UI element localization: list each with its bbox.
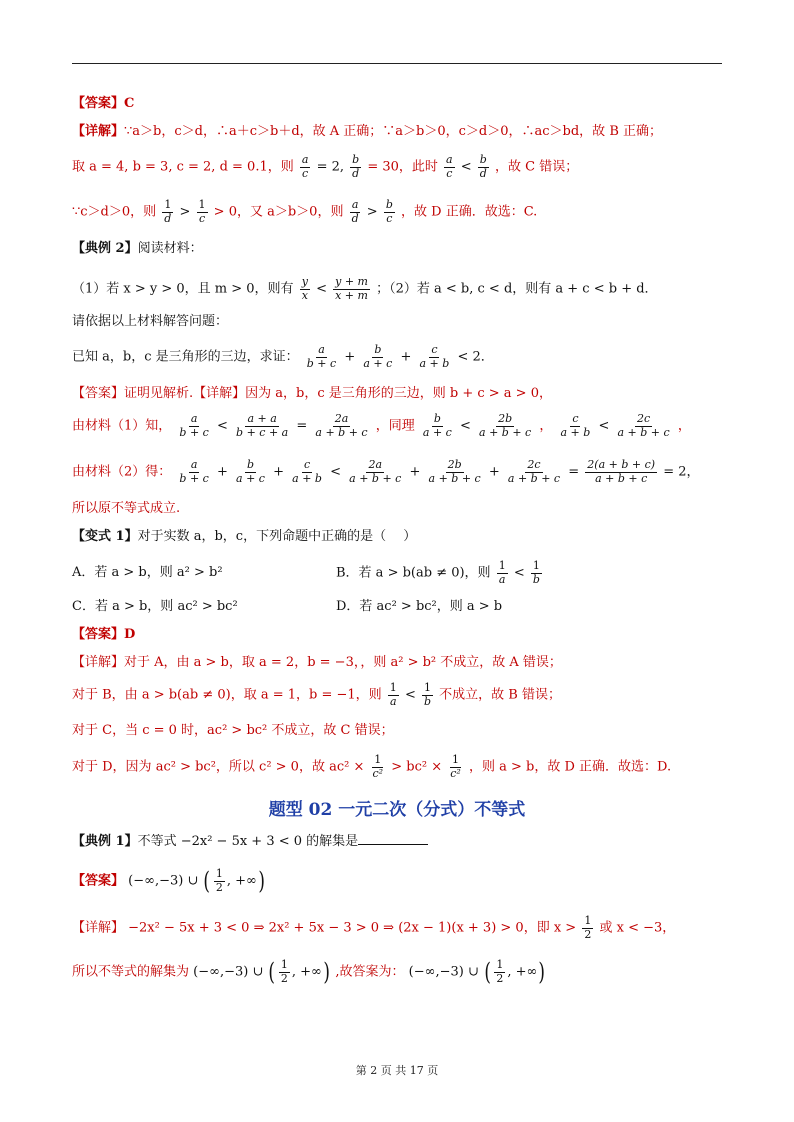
num: y + m — [335, 275, 368, 288]
example-label: 【典例 1】 — [72, 834, 138, 849]
detail-d-line — [72, 754, 671, 780]
fraction — [506, 459, 562, 485]
den: a + b + c — [507, 471, 561, 485]
num: 1 — [532, 559, 540, 572]
num: 1 — [215, 867, 223, 880]
fraction — [421, 413, 454, 439]
op: + — [273, 464, 285, 480]
fraction — [444, 154, 455, 180]
text: = 2， — [663, 464, 700, 480]
fraction — [350, 154, 361, 180]
option-b — [336, 560, 544, 586]
fraction — [497, 560, 508, 586]
text: 或 x < −3， — [599, 920, 676, 936]
num: 1 — [498, 559, 506, 572]
prove-line — [72, 344, 494, 370]
interval: (−∞,−3) ∪ — [193, 964, 268, 980]
text: 取 a = 4, b = 3, c = 2, d = 0.1，则 — [72, 159, 294, 175]
example-2-heading — [72, 242, 203, 255]
num: a — [318, 343, 325, 356]
detail-a-line: 【详解】对于 A，由 a > b，取 a = 2，b = −3，，则 a² > b² 不成立，故 A 错误； — [72, 655, 562, 670]
interval: (−∞,−3) ∪ — [408, 964, 483, 980]
fraction — [197, 199, 208, 225]
fraction — [214, 868, 225, 894]
text: 不等式 −2x² − 5x + 3 < 0 的解集是 — [137, 834, 359, 849]
num: b — [433, 412, 441, 425]
den: d — [164, 211, 172, 225]
text: 阅读材料： — [137, 241, 203, 256]
detail-text: ∵a＞b，c＞d，∴a＋c＞b＋d，故 A 正确；∵a＞b＞0，c＞d＞0，∴ac＞bd，故 B 正确； — [124, 124, 662, 139]
fraction — [162, 199, 173, 225]
answer-line-3 — [72, 868, 266, 894]
answer-blank — [358, 834, 428, 845]
material-1-line — [72, 413, 691, 439]
num: b — [479, 153, 487, 166]
den: a — [498, 572, 506, 586]
variant-label: 【变式 1】 — [72, 529, 138, 544]
den: b — [423, 694, 432, 708]
num: c — [572, 412, 579, 425]
detail-b-line — [72, 682, 561, 708]
op: > — [366, 204, 378, 220]
right-paren-icon: ) — [323, 958, 330, 987]
num: b — [385, 198, 393, 211]
text: （1）若 x > y > 0，且 m > 0，则有 — [72, 281, 294, 297]
den: 2 — [584, 927, 592, 941]
text: ；（2）若 a < b, c < d，则有 a + c < b + d． — [376, 281, 658, 297]
den: a + b + c — [479, 425, 532, 439]
text: 对于 D，因为 ac² > bc²，所以 c² > 0，故 ac² × — [72, 759, 365, 775]
detail-line-3 — [72, 199, 537, 225]
den: a + c — [422, 425, 452, 439]
num: 1 — [198, 198, 206, 211]
den: a + b + c — [315, 425, 368, 439]
num: a — [351, 198, 359, 211]
num: a — [446, 153, 453, 166]
answer-bracket: 【答案】 — [72, 96, 125, 111]
num: y — [301, 275, 308, 288]
left-paren-icon: ( — [484, 958, 491, 987]
den: c² — [372, 766, 384, 780]
fraction — [305, 344, 338, 370]
fraction — [494, 959, 505, 985]
text: ，故 D 正确．故选：C. — [401, 204, 538, 220]
op: < — [404, 687, 416, 703]
den: 2 — [280, 971, 288, 985]
num: b — [352, 153, 360, 166]
interval: , +∞ — [291, 964, 322, 980]
example-label: 【典例 2】 — [72, 241, 138, 256]
fraction — [418, 344, 452, 370]
section-title: 题型 02 一元二次（分式）不等式 — [268, 800, 526, 820]
den: a + b + c — [428, 471, 481, 485]
num: 2a — [334, 412, 349, 425]
op: < — [216, 418, 228, 434]
num: 1 — [389, 681, 397, 694]
fraction — [478, 154, 489, 180]
op: + — [344, 349, 356, 365]
option-d: D．若 ac² > bc²，则 a > b — [336, 599, 503, 614]
fraction — [585, 459, 657, 485]
interval: , +∞ — [226, 873, 257, 889]
detail-line-2 — [72, 154, 578, 180]
text: ， — [539, 418, 553, 434]
fraction — [350, 199, 361, 225]
den: b + c + a — [236, 425, 289, 439]
fraction — [448, 754, 463, 780]
op: + — [409, 464, 421, 480]
answer-line-1 — [72, 97, 134, 110]
den: d — [352, 166, 360, 180]
detail-c-line: 对于 C，当 c = 0 时，ac² > bc² 不成立，故 C 错误； — [72, 723, 394, 738]
den: a + c — [236, 471, 265, 485]
den: a + b + c — [349, 471, 402, 485]
text: 由材料（2）得： — [72, 464, 172, 480]
fraction — [531, 560, 542, 586]
fraction — [279, 959, 290, 985]
text: 已知 a，b，c 是三角形的三边，求证： — [72, 349, 299, 365]
text: ，同理 — [375, 418, 415, 434]
op: + — [488, 464, 500, 480]
den: a + b + c — [595, 471, 648, 485]
den: a + c — [363, 356, 393, 370]
op: < — [598, 418, 610, 434]
fraction — [313, 413, 369, 439]
op: > — [179, 204, 191, 220]
num: 1 — [424, 681, 431, 694]
answer-line-2 — [72, 628, 135, 641]
num: 1 — [496, 958, 504, 971]
den: a + b + c — [617, 425, 670, 439]
op: = — [296, 418, 308, 434]
den: a + b — [292, 471, 322, 485]
detail-label: 【详解】 — [72, 124, 125, 139]
detail-line-1 — [72, 125, 662, 138]
fraction — [427, 459, 483, 485]
num: 1 — [164, 198, 172, 211]
den: b + c — [306, 356, 337, 370]
answer-value: D — [124, 627, 136, 642]
den: b + c — [179, 471, 209, 485]
left-paren-icon: ( — [203, 867, 211, 896]
left-paren-icon: ( — [268, 958, 276, 987]
text: ， — [677, 418, 691, 434]
den: a + b — [419, 356, 450, 370]
text: > bc² × — [391, 759, 443, 775]
den: c — [386, 211, 393, 225]
fraction — [300, 276, 310, 302]
den: x + m — [335, 288, 368, 302]
fraction — [361, 344, 394, 370]
num: 1 — [280, 958, 288, 971]
text: ,故答案为： — [335, 964, 405, 980]
op: < — [330, 464, 342, 480]
fraction — [371, 754, 386, 780]
den: d — [479, 166, 487, 180]
page-footer: 第 2 页 共 17 页 — [355, 1064, 439, 1077]
num: c — [303, 458, 311, 471]
op: + — [400, 349, 412, 365]
fraction — [559, 413, 593, 439]
answer-proof-line: 【答案】证明见解析.【详解】因为 a，b，c 是三角形的三边，则 b + c > a > 0， — [72, 386, 552, 401]
text: ∵c＞d＞0，则 — [72, 204, 157, 220]
fraction — [384, 199, 395, 225]
right-paren-icon: ) — [258, 867, 265, 896]
num: 2c — [527, 458, 541, 471]
num: 1 — [374, 753, 382, 766]
detail-solution-line — [72, 915, 675, 941]
den: 2 — [215, 880, 223, 894]
text: = 2, — [316, 159, 344, 175]
fraction — [290, 459, 324, 485]
num: a + a — [247, 412, 277, 425]
header-rule — [72, 63, 722, 64]
fraction — [347, 459, 403, 485]
den: c² — [450, 766, 461, 780]
num: a — [301, 153, 309, 166]
den: d — [351, 211, 359, 225]
fraction — [234, 459, 267, 485]
den: a + b — [560, 425, 591, 439]
fraction — [333, 276, 370, 302]
text: ，则 a > b，故 D 正确．故选：D. — [468, 759, 672, 775]
text: B．若 a > b(ab ≠ 0)，则 — [336, 565, 491, 581]
answer-value: C — [124, 96, 135, 111]
text: 所以不等式的解集为 — [72, 964, 190, 980]
instruction-line: 请依据以上材料解答问题： — [72, 314, 229, 329]
conclusion-line: 所以原不等式成立. — [72, 501, 181, 516]
num: b — [374, 343, 382, 356]
fraction — [616, 413, 672, 439]
solution-set-line — [72, 959, 547, 985]
example-1-question — [72, 834, 428, 848]
den: 2 — [496, 971, 504, 985]
text: > 0，又 a＞b＞0，则 — [213, 204, 344, 220]
text: 对于实数 a，b，c，下列命题中正确的是（ ） — [137, 529, 417, 544]
text: < 2． — [457, 349, 494, 365]
right-paren-icon: ) — [538, 958, 546, 987]
option-a: A．若 a > b，则 a² > b² — [72, 565, 223, 580]
text: 【详解】 −2x² − 5x + 3 < 0 ⇒ 2x² + 5x − 3 > 0 ⇒ (2x − 1)(x + 3) > 0，即 x > — [72, 920, 577, 936]
fraction — [477, 413, 533, 439]
variant-1-heading — [72, 530, 416, 543]
num: 1 — [584, 914, 592, 927]
den: c — [198, 211, 206, 225]
den: a — [390, 694, 397, 708]
fraction — [177, 413, 210, 439]
op: < — [459, 418, 471, 434]
interval: (−∞,−3) ∪ — [128, 873, 203, 889]
den: b — [532, 572, 540, 586]
num: 2(a + b + c) — [587, 458, 656, 471]
fraction — [388, 682, 399, 708]
num: 2c — [637, 412, 651, 425]
num: a — [190, 412, 198, 425]
op: = — [568, 464, 580, 480]
den: c — [302, 166, 309, 180]
op: + — [216, 464, 228, 480]
interval: , +∞ — [507, 964, 538, 980]
num: 1 — [452, 753, 460, 766]
text: 对于 B，由 a > b(ab ≠ 0)，取 a = 1，b = −1，则 — [72, 687, 382, 703]
op: < — [513, 565, 525, 581]
fraction — [300, 154, 311, 180]
op: < — [316, 281, 327, 297]
material-2-line — [72, 459, 699, 485]
num: 2b — [498, 412, 513, 425]
num: 2a — [368, 458, 383, 471]
den: c — [446, 166, 453, 180]
text: 不成立，故 B 错误； — [439, 687, 561, 703]
num: a — [190, 458, 198, 471]
option-c: C．若 a > b，则 ac² > bc² — [72, 599, 238, 614]
den: x — [301, 288, 308, 302]
fraction — [582, 915, 593, 941]
material-line — [72, 276, 658, 302]
text: ，故 C 错误； — [494, 159, 579, 175]
text: = 30，此时 — [367, 159, 438, 175]
answer-bracket: 【答案】 — [72, 873, 125, 889]
answer-bracket: 【答案】 — [72, 627, 125, 642]
op: < — [460, 159, 472, 175]
num: c — [431, 343, 438, 356]
text: 由材料（1）知， — [72, 418, 172, 434]
fraction — [422, 682, 433, 708]
num: b — [246, 458, 255, 471]
fraction — [234, 413, 290, 439]
den: b + c — [179, 425, 209, 439]
num: 2b — [447, 458, 462, 471]
fraction — [177, 459, 210, 485]
